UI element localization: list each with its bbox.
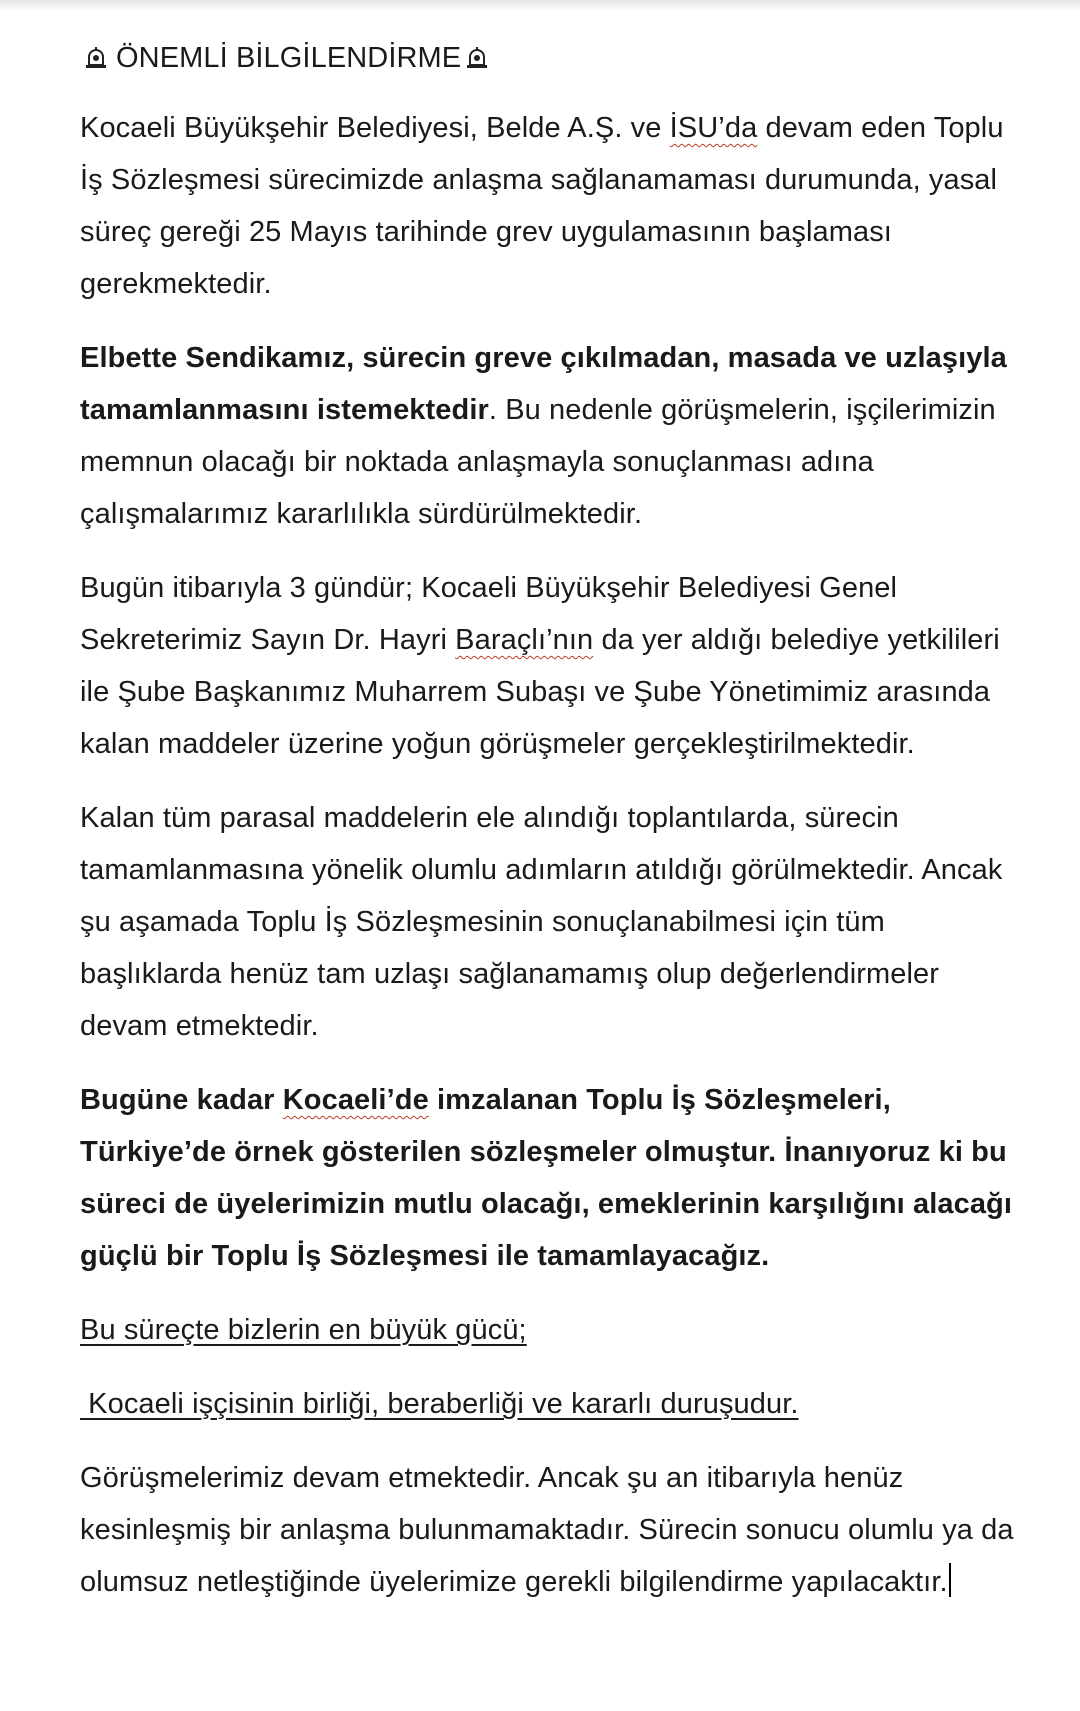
underlined-line-1: Bu süreçte bizlerin en büyük gücü; xyxy=(80,1314,527,1346)
spell-error-word: İSU’da xyxy=(669,112,758,144)
paragraph-3-text-c: da yer aldığı belediye yetkilileri ile Şube Başkanımız Muharrem Subaşı ve Şube Yönetimimiz arasında kalan maddeler üzerine yoğun görüşmeler gerçekleştirilmektedir. xyxy=(80,624,1000,760)
paragraph-2 xyxy=(80,332,1020,540)
document-body[interactable] xyxy=(80,30,1020,1630)
paragraph-5 xyxy=(80,1074,1020,1282)
text-cursor xyxy=(949,1563,951,1597)
paragraph-8 xyxy=(80,1452,1020,1608)
paragraph-2-rest: . Bu nedenle görüşmelerin, işçilerimizin memnun olacağı bir noktada anlaşmayla sonuçlanması adına çalışmalarımız kararlılıkla sürdürülmektedir. xyxy=(80,394,996,530)
paragraph-5-text-c: imzalanan Toplu İş Sözleşmeleri, Türkiye’de örnek gösterilen sözleşmeler olmuştur. İnanıyoruz ki bu süreci de üyelerimizin mutlu olacağı, emeklerinin karşılığını alacağı güçlü bir Toplu İş Sözleşmesi ile tamamlayacağız. xyxy=(80,1084,1013,1272)
underlined-line-2: Kocaeli işçisinin birliği, beraberliği ve kararlı duruşudur. xyxy=(80,1388,799,1420)
title-text: ÖNEMLİ BİLGİLENDİRME xyxy=(116,42,462,74)
paragraph-8-text: Görüşmelerimiz devam etmektedir. Ancak şu an itibarıyla henüz kesinleşmiş bir anlaşma bulunmamaktadır. Sürecin sonucu olumlu ya da olumsuz netleştiğinde üyelerimize gerekli bilgilendirme yapılacaktır. xyxy=(80,1462,1014,1598)
paragraph-1-text-a: Kocaeli Büyükşehir Belediyesi, Belde A.Ş. ve xyxy=(80,112,670,144)
spell-error-word: Kocaeli’de xyxy=(282,1084,429,1116)
paragraph-3-text-a: Bugün itibarıyla 3 gündür; Kocaeli Büyükşehir Belediyesi Genel Sekreterimiz Sayın Dr. Hayri xyxy=(80,572,898,656)
document-title xyxy=(80,30,1020,86)
spell-error-word: Baraçlı’nın xyxy=(455,624,594,656)
paragraph-5-text-a: Bugüne kadar xyxy=(80,1084,283,1116)
paragraph-4: Kalan tüm parasal maddelerin ele alındığı toplantılarda, sürecin tamamlanmasına yönelik olumlu adımların atıldığı görülmektedir. Ancak şu aşamada Toplu İş Sözleşmesinin sonuçlanabilmesi için tüm başlıklarda henüz tam uzlaşı sağlanamamış olup değerlendirmeler devam etmektedir. xyxy=(80,802,1003,1042)
top-shadow xyxy=(0,0,1080,12)
paragraph-2-bold: Elbette Sendikamız, sürecin greve çıkılmadan, masada ve uzlaşıyla tamamlanmasını istemektedir xyxy=(80,342,1007,426)
paragraph-6 xyxy=(80,1304,1020,1356)
police-light-icon xyxy=(84,46,108,70)
paragraph-3 xyxy=(80,562,1020,770)
police-light-icon xyxy=(465,46,489,70)
paragraph-1 xyxy=(80,102,1020,310)
paragraph-7 xyxy=(80,1378,1020,1430)
paragraph-1-text-c: devam eden Toplu İş Sözleşmesi sürecimizde anlaşma sağlanamaması durumunda, yasal süreç gereği 25 Mayıs tarihinde grev uygulamasının başlaması gerekmektedir. xyxy=(80,112,1004,300)
